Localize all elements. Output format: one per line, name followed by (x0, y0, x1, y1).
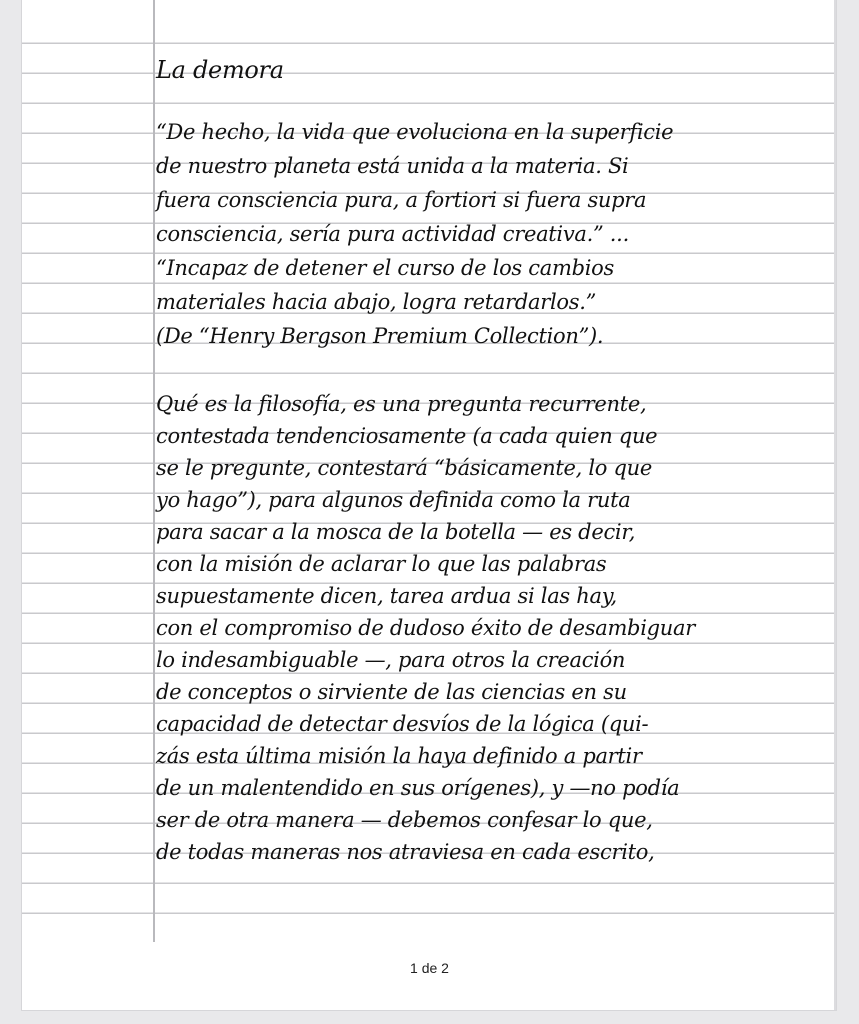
text-line: “Incapaz de detener el curso de los cambios (156, 256, 614, 280)
text-line: supuestamente dicen, tarea ardua si las hay, (156, 584, 617, 608)
text-line: de nuestro planeta está unida a la materia. Si (156, 154, 629, 178)
text-line: Qué es la filosofía, es una pregunta recurrente, (156, 392, 647, 416)
text-line: yo hago”), para algunos definida como la ruta (156, 488, 631, 512)
text-line: lo indesambiguable —, para otros la creación (156, 648, 626, 672)
page-edge (834, 0, 836, 1010)
text-line: consciencia, sería pura actividad creativa.” ... (156, 222, 629, 246)
text-line: capacidad de detectar desvíos de la lógica (qui- (156, 712, 649, 736)
text-line: “De hecho, la vida que evoluciona en la superficie (156, 120, 674, 144)
text-line: se le pregunte, contestará “básicamente, lo que (156, 456, 652, 480)
text-line: materiales hacia abajo, logra retardarlos.” (156, 290, 597, 314)
margin-line (153, 0, 155, 942)
text-line: fuera consciencia pura, a fortiori si fuera supra (156, 188, 647, 212)
text-line: para sacar a la mosca de la botella — es decir, (156, 520, 636, 544)
text-line: ser de otra manera — debemos confesar lo que, (156, 808, 653, 832)
text-line: contestada tendenciosamente (a cada quien que (156, 424, 658, 448)
notebook-page (22, 0, 836, 1010)
page-indicator: 1 de 2 (410, 960, 449, 976)
text-line: con el compromiso de dudoso éxito de desambiguar (156, 616, 695, 640)
text-line: zás esta última misión la haya definido a partir (156, 744, 642, 768)
text-line: con la misión de aclarar lo que las palabras (156, 552, 607, 576)
text-line: de conceptos o sirviente de las ciencias en su (156, 680, 627, 704)
text-line: (De “Henry Bergson Premium Collection”). (156, 324, 604, 348)
text-line: de todas maneras nos atraviesa en cada escrito, (156, 840, 655, 864)
document-title: La demora (156, 56, 284, 84)
text-line: de un malentendido en sus orígenes), y —no podía (156, 776, 680, 800)
